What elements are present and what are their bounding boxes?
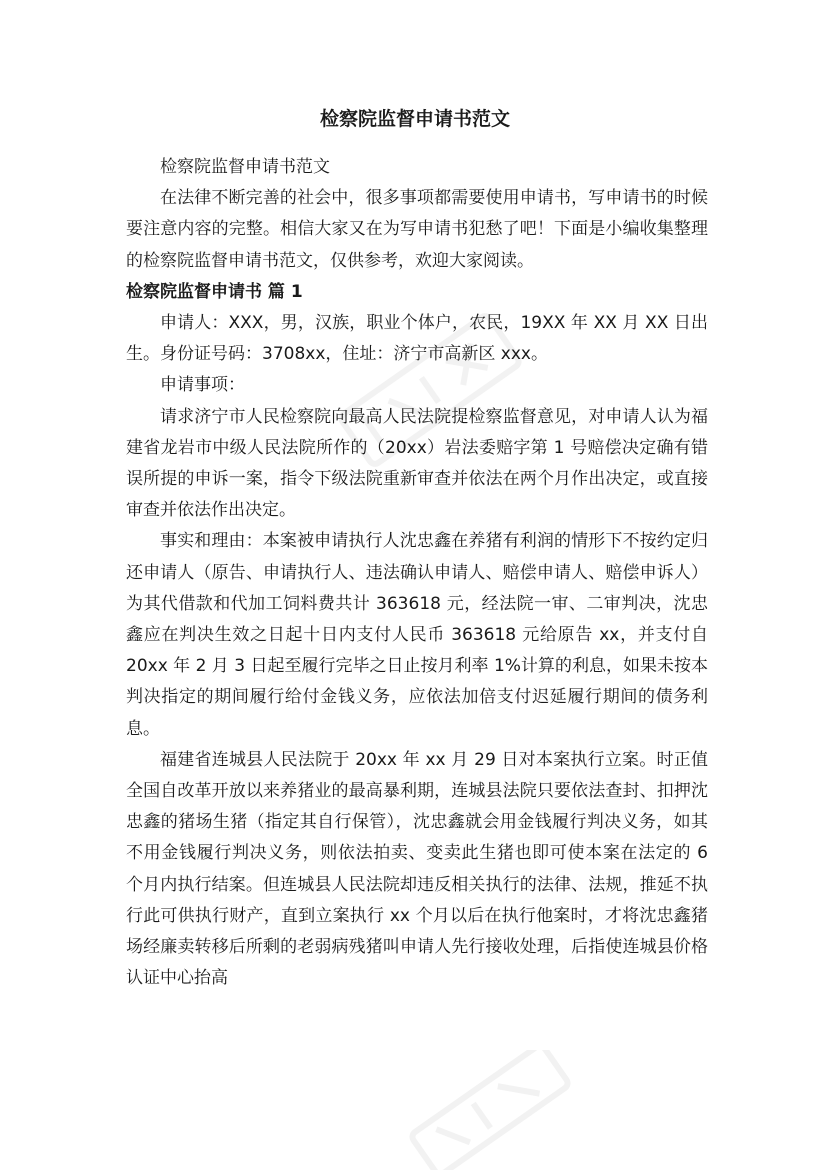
document-body [126,152,708,994]
paragraph: 检察院监督申请书范文 [160,157,330,177]
paragraph: 请求济宁市人民检察院向最高人民法院提检察监督意见，对申请人认为福建省龙岩市中级人民法院所作的（20xx）岩法委赔字第 1 号赔偿决定确有错误所提的申诉一案，指令下级法院重新审查并依法在两个月作出决定，或直接审查并依法作出决定。 [126,406,708,521]
document-title: 检察院监督申请书范文 [319,108,510,130]
paragraph: 福建省连城县人民法院于 20xx 年 xx 月 29 日对本案执行立案。时正值全国自改革开放以来养猪业的最高暴利期，连城县法院只要依法查封、扣押沈忠鑫的猪场生猪（指定其自行保管），沈忠鑫就会用金钱履行判决义务，如其不用金钱履行判决义务，则依法拍卖、变卖此生猪也即可使本案在法定的 6 个月内执行结案。但连城县人民法院却违反相关执行的法律、法规，推延不执行此可供执行财产，直到立案执行 xx 个月以后在执行他案时，才将沈忠鑫猪场经廉卖转移后所剩的老弱病残猪叫申请人先行接收处理，后指使连城县价格认证中心抬高 [126,749,708,989]
paragraph: 申请事项： [160,375,245,396]
paragraph: 事实和理由：本案被申请执行人沈忠鑫在养猪有利润的情形下不按约定归还申请人（原告、申请执行人、违法确认申请人、赔偿申请人、赔偿申诉人）为其代借款和代加工饲料费共计 363618 元，经法院一审、二审判决，沈忠鑫应在判决生效之日起十日内支付人民币 363618 元给原告 xx，并支付自 20xx 年 2 月 3 日起至履行完毕之日止按月利率 1%计算的利息，如果未按本判决指定的期间履行给付金钱义务，应依法加倍支付迟延履行期间的债务利息。 [126,531,708,739]
section-heading: 检察院监督申请书 篇 1 [126,281,303,302]
paragraph: 申请人：XXX，男，汉族，职业个体户，农民，19XX 年 XX 月 XX 日出生。身份证号码：3708xx，住址：济宁市高新区 xxx。 [126,313,708,365]
watermark-icon [380,1050,600,1170]
paragraph: 在法律不断完善的社会中，很多事项都需要使用申请书，写申请书的时候要注意内容的完整。相信大家又在为写申请书犯愁了吧！下面是小编收集整理的检察院监督申请书范文，仅供参考，欢迎大家阅读。 [126,188,708,271]
